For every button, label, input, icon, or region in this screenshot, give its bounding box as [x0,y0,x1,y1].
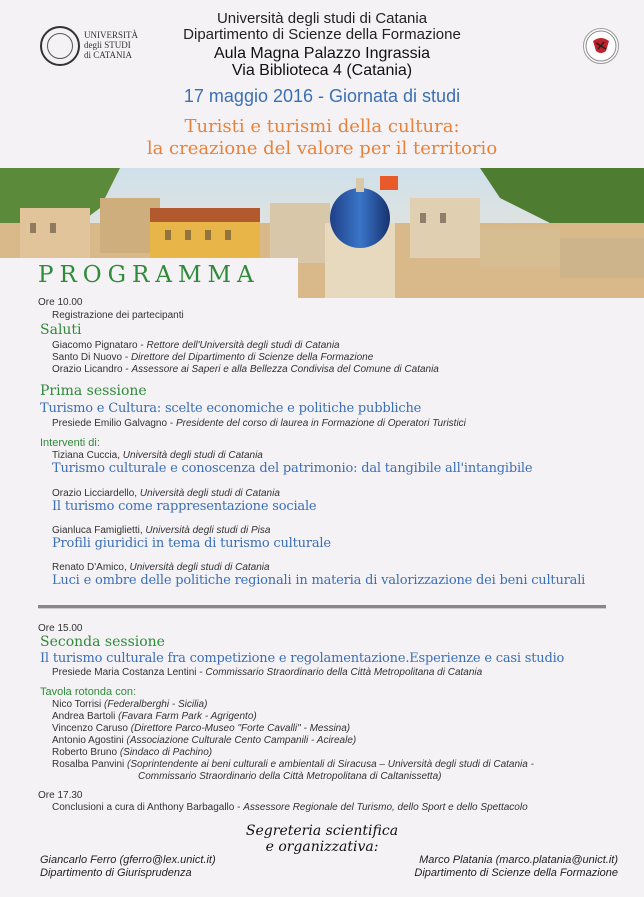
prima-subtitle: Turismo e Cultura: scelte economiche e politiche pubbliche [40,401,422,416]
panel-name: Rosalba Panvini [52,759,128,770]
talk-title: Profili giuridici in tema di turismo culturale [52,536,331,551]
saluti-heading: Saluti [40,322,82,338]
panel-name: Antonio Agostini [52,735,127,746]
panel-item-continued: Commissario Straordinario della Città Metropolitana di Caltanissetta) [138,771,442,782]
prima-heading: Prima sessione [40,383,147,399]
panel-item [52,747,212,759]
closing-desc [52,802,528,814]
opening-time: Ore 10.00 [38,297,83,308]
tavola-label: Tavola rotonda con: [40,686,137,698]
saluti-role: Rettore dell'Università degli studi di Catania [146,340,340,351]
panel-item [52,699,207,711]
prima-chair-name: Presiede Emilio Galvagno - [52,418,176,429]
seconda-chair-role: Commissario Straordinario della Città Metropolitana di Catania [205,667,483,678]
talk-title: Luci e ombre delle politiche regionali in materia di valorizzazione dei beni culturali [52,573,586,588]
talk-title: Turismo culturale e conoscenza del patrimonio: dal tangibile all'intangibile [52,461,533,476]
panel-name: Andrea Bartoli [52,711,119,722]
university-logo-text-2: degli STUDI [84,40,131,50]
contact-right-name: Marco Platania (marco.platania@unict.it) [419,854,618,866]
university-logo-text-3: di CATANIA [84,50,133,60]
panel-role: (Sindaco di Pachino) [119,747,213,758]
seconda-heading: Seconda sessione [40,634,165,650]
saluti-item [52,364,439,376]
panel-item [52,723,350,735]
saluti-item [52,340,340,352]
closing-speaker: Conclusioni a cura di Anthony Barbagallo - [52,802,244,813]
contact-left-dept: Dipartimento di Giurisprudenza [40,867,192,879]
speaker-affiliation: Università degli studi di Pisa [145,525,271,536]
saluti-item [52,352,373,364]
event-title-line1: Turisti e turismi della cultura: [184,116,460,137]
programma-heading: PROGRAMMA [38,262,260,288]
opening-desc: Registrazione dei partecipanti [52,310,184,321]
panel-role: (Associazione Culturale Cento Campanili - Acireale) [126,735,357,746]
saluti-name: Giacomo Pignataro - [52,340,147,351]
university-logo-text-1: UNIVERSITÀ [84,30,138,40]
header-university: Università degli studi di Catania [216,10,428,27]
header-venue: Aula Magna Palazzo Ingrassia [213,45,431,62]
panel-item [52,711,257,723]
section-divider [38,605,606,609]
seconda-chair-name: Presiede Maria Costanza Lentini - [52,667,206,678]
saluti-role: Direttore del Dipartimento di Scienze della Formazione [130,352,374,363]
segreteria-line2: e organizzativa: [265,839,379,855]
panel-name: Vincenzo Caruso [52,723,131,734]
panel-role: (Direttore Parco-Museo "Forte Cavalli" - Messina) [130,723,351,734]
contact-right-dept: Dipartimento di Scienze della Formazione [414,867,618,879]
talk-title: Il turismo come rappresentazione sociale [52,499,317,514]
seconda-subtitle: Il turismo culturale fra competizione e regolamentazione.Esperienze e casi studio [40,651,565,666]
segreteria-line1: Segreteria scientifica [245,823,399,839]
panel-item [52,735,356,747]
speaker-affiliation: Università degli studi di Catania [129,562,270,573]
closing-time: Ore 17.30 [38,790,83,801]
interventi-label: Interventi di: [40,437,100,449]
event-title-line2: la creazione del valore per il territorio [146,138,498,159]
speaker-affiliation: Università degli studi di Catania [139,488,280,499]
panel-item [52,759,534,771]
contact-left-name: Giancarlo Ferro (gferro@lex.unict.it) [40,854,216,866]
speaker-name: Orazio Licciardello, [52,488,140,499]
partner-logo-icon [583,28,619,64]
panel-role: (Soprintendente ai beni culturali e ambientali di Siracusa – Università degli studi di Catania - [127,759,534,770]
event-date: 17 maggio 2016 - Giornata di studi [183,86,461,106]
university-logo [40,26,140,66]
header-address: Via Biblioteca 4 (Catania) [231,62,413,79]
saluti-role: Assessore ai Saperi e alla Bellezza Condivisa del Comune di Catania [131,364,439,375]
speaker-affiliation: Università degli studi di Catania [122,450,263,461]
header-department: Dipartimento di Scienze della Formazione [183,26,461,43]
saluti-name: Orazio Licandro - [52,364,132,375]
panel-role: (Favara Farm Park - Agrigento) [118,711,257,722]
panel-role: (Federalberghi - Sicilia) [104,699,208,710]
speaker-name: Tiziana Cuccia, [52,450,123,461]
speaker-name: Renato D'Amico, [52,562,130,573]
prima-chair [52,418,466,430]
prima-chair-role: Presidente del corso di laurea in Formazione di Operatori Turistici [175,418,466,429]
speaker-name: Gianluca Famiglietti, [52,525,146,536]
panel-name: Nico Torrisi [52,699,105,710]
saluti-name: Santo Di Nuovo - [52,352,131,363]
panel-name: Roberto Bruno [52,747,120,758]
seconda-chair [52,667,482,679]
seconda-time: Ore 15.00 [38,623,83,634]
university-seal-icon [40,26,80,66]
closing-role: Assessore Regionale del Turismo, dello Sport e dello Spettacolo [243,802,528,813]
